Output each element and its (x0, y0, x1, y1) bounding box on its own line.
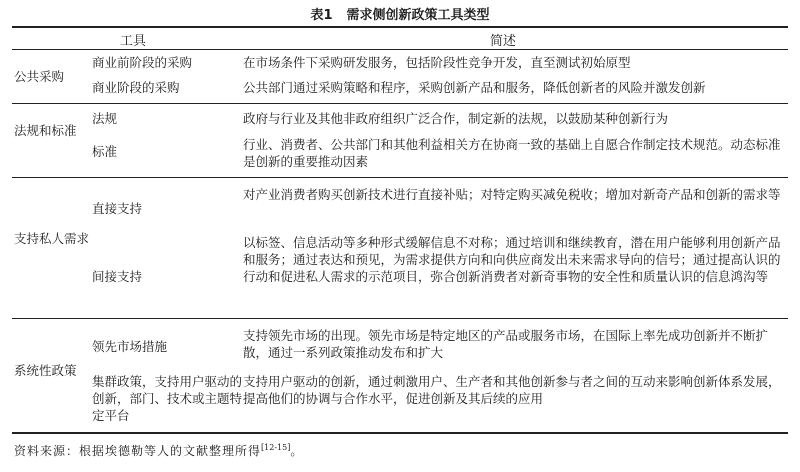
tool-cell: 直接支持 (92, 201, 143, 216)
group-divider (12, 177, 788, 178)
tool-cell: 领先市场措施 (92, 339, 168, 354)
bottom-rule (12, 432, 788, 434)
description-cell: 在市场条件下采购研发服务，包括阶段性竞争开发，直至测试初始原型 (243, 55, 631, 70)
table-title: 需求侧创新政策工具类型 (346, 8, 490, 23)
table-number: 表1 (310, 8, 333, 23)
top-rule (12, 26, 788, 28)
tool-cell: 间接支持 (92, 269, 143, 284)
group-name-private-demand: 支持私人需求 (14, 231, 90, 246)
tool-cell: 集群政策，支持用户驱动的创新，部门、技术或主题特定平台 (92, 374, 243, 423)
group-divider (12, 318, 788, 319)
citation-ref: [12-15] (261, 443, 291, 452)
header-description: 简述 (490, 34, 517, 49)
header-tool: 工具 (120, 34, 147, 49)
source-note-end: 。 (290, 444, 304, 458)
description-cell: 支持领先市场的出现。领先市场是特定地区的产品或服务市场，在国际上率先成功创新并不断扩散，通过一系列政策推动发布和扩大 (243, 328, 769, 360)
header-rule (12, 49, 788, 50)
description-cell: 政府与行业及其他非政府组织广泛合作，制定新的法规，以鼓励某种创新行为 (243, 111, 669, 126)
source-note-text: 资料来源：根据埃德勒等人的文献整理所得 (14, 444, 262, 458)
tool-cell: 商业前阶段的采购 (92, 55, 193, 70)
tool-cell: 法规 (92, 111, 118, 126)
group-name-procurement: 公共采购 (14, 69, 65, 84)
description-cell: 对产业消费者购买创新技术进行直接补贴；对特定购买减免税收；增加对新奇产品和创新的需求等 (243, 187, 781, 202)
description-cell: 行业、消费者、公共部门和其他利益相关方在协商一致的基础上自愿合作制定技术规范。动态标准是创新的重要推动因素 (243, 137, 781, 169)
group-name-systemic: 系统性政策 (14, 363, 77, 378)
group-name-regulation: 法规和标准 (14, 123, 77, 138)
tool-cell: 商业阶段的采购 (92, 80, 180, 95)
description-cell: 公共部门通过采购策略和程序，采购创新产品和服务，降低创新者的风险并激发创新 (243, 80, 706, 95)
tool-cell: 标准 (92, 144, 118, 159)
description-cell: 支持用户驱动的创新，通过刺激用户、生产者和其他创新参与者之间的互动来影响创新体系发展，提高他们的协调与合作水平，促进创新及其后续的应用 (243, 374, 781, 406)
source-note (14, 442, 303, 459)
table-caption (0, 4, 800, 23)
group-divider (12, 103, 788, 104)
description-cell: 以标签、信息活动等多种形式缓解信息不对称；通过培训和继续教育，潜在用户能够利用创新产品和服务；通过表达和预见，为需求提供方向和向供应商发出未来需求导向的信号；通过提高认识的行动和促进私人需求的示范项目，弥合创新消费者对新奇事物的安全性和质量认识的信息鸿沟等 (243, 235, 781, 284)
